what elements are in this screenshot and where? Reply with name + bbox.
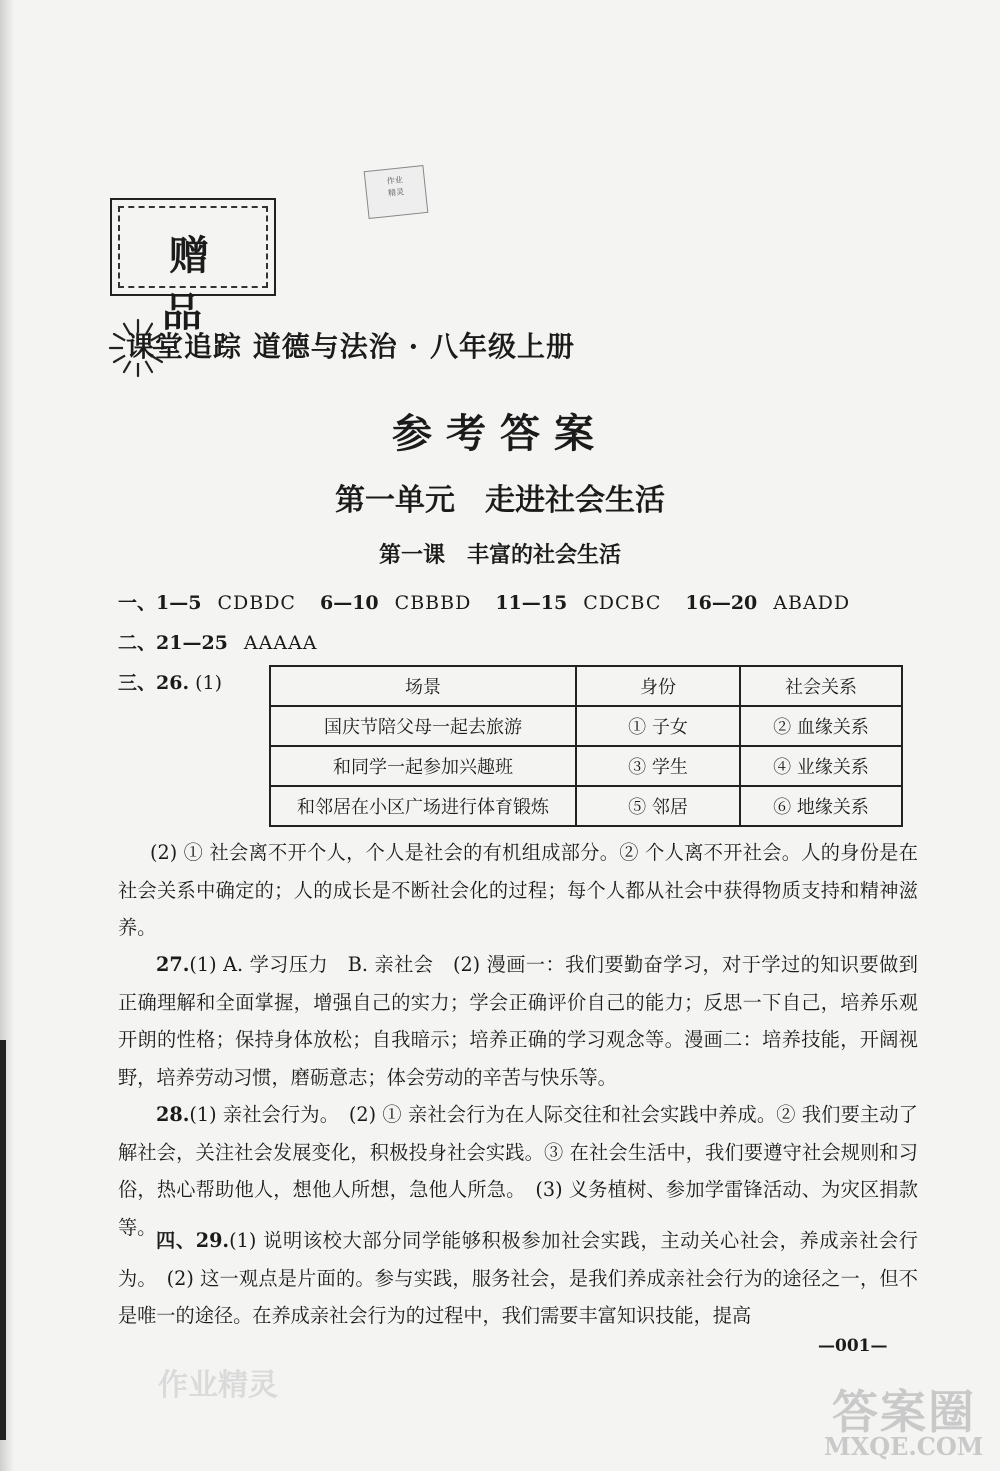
gift-label: 赠 品	[162, 232, 231, 336]
answer-line-part2	[118, 628, 342, 655]
table-row	[270, 786, 902, 826]
answer-letters: CDCBC	[583, 592, 662, 614]
answer-line-part3	[118, 668, 222, 695]
table-cell: 和同学一起参加兴趣班	[270, 746, 576, 786]
table-header-cell: 社会关系	[740, 666, 902, 706]
table-cell: ① 子女	[576, 706, 740, 746]
answer-range: 16—20	[685, 592, 758, 614]
watermark-site-url: MXQE.COM	[824, 1432, 984, 1461]
answer-letters: AAAAA	[243, 632, 318, 654]
answer-range: 11—15	[495, 592, 568, 614]
stamp-text: 作业 精灵	[386, 175, 405, 198]
table-cell: ⑤ 邻居	[576, 786, 740, 826]
question-number: 27.	[156, 953, 190, 976]
answer-range: 21—25	[156, 632, 228, 654]
table-cell: 和邻居在小区广场进行体育锻炼	[270, 786, 576, 826]
book-title: 课堂追踪 道德与法治 · 八年级上册	[126, 330, 575, 363]
table-cell: 国庆节陪父母一起去旅游	[270, 706, 576, 746]
part-label: 三、26.	[118, 672, 190, 694]
part-label: 二、	[118, 632, 157, 654]
answer-text: (1) 说明该校大部分同学能够积极参加社会实践，主动关心社会，养成亲社会行为。 (2) 这一观点是片面的。参与实践，服务社会，是我们养成亲社会行为的途径之一，但不是唯一的途径。在养成亲社会行为的过程中，我们需要丰富知识技能，提高	[118, 1229, 918, 1327]
answer-29	[118, 1222, 918, 1335]
table-row	[270, 746, 902, 786]
answer-letters: ABADD	[773, 592, 851, 614]
table-row	[270, 706, 902, 746]
answer-letters: CBBBD	[394, 592, 472, 614]
answer-letters: CDBDC	[217, 592, 296, 614]
stamp-logo	[364, 165, 429, 219]
table-cell: ④ 业缘关系	[740, 746, 902, 786]
table-cell: ③ 学生	[576, 746, 740, 786]
table-cell: ⑥ 地缘关系	[740, 786, 902, 826]
table-cell: ② 血缘关系	[740, 706, 902, 746]
lesson-title: 第一课 丰富的社会生活	[378, 543, 621, 568]
answer-range: 6—10	[319, 592, 379, 614]
watermark-logo: 作业精灵	[158, 1368, 278, 1403]
answer-text: (1) A. 学习压力 B. 亲社会 (2) 漫画一：我们要勤奋学习，对于学过的知识要做到正确理解和全面掌握，增强自己的实力；学会正确评价自己的能力；反思一下自己，培养乐观开朗的性格；保持身体放松；自我暗示；培养正确的学习观念等。漫画二：培养技能，开阔视野，培养劳动习惯，磨砺意志；体会劳动的辛苦与快乐等。	[118, 953, 918, 1089]
table-header-cell: 场景	[270, 666, 576, 706]
answer-26-2	[118, 834, 918, 947]
table-header-cell: 身份	[576, 666, 740, 706]
watermark-site-logo: 答案圈	[832, 1385, 976, 1439]
answer-27	[118, 946, 918, 1096]
answer-text: (2) ① 社会离不开个人，个人是社会的有机组成部分。② 个人离不开社会。人的身份是在社会关系中确定的；人的成长是不断社会化的过程；每个人都从社会中获得物质支持和精神滋养。	[118, 841, 918, 939]
page-number: —001—	[818, 1336, 888, 1356]
answer-range: 1—5	[156, 592, 202, 614]
question-number: 四、29.	[156, 1229, 230, 1252]
unit-title: 第一单元 走进社会生活	[335, 483, 665, 518]
answer-text: (1) 亲社会行为。 (2) ① 亲社会行为在人际交往和社会实践中养成。② 我们要主动了解社会，关注社会发展变化，积极投身社会实践。③ 在社会生活中，我们要遵守社会规则和习俗，热心帮助他人，想他人所想，急他人所急。 (3) 义务植树、参加学雷锋活动、为灾区捐款等。	[118, 1103, 918, 1239]
sub-question-label: (1)	[195, 672, 222, 694]
scene-table	[269, 665, 903, 827]
question-number: 28.	[156, 1103, 190, 1126]
part-label: 一、	[118, 592, 157, 614]
table-header-row	[270, 666, 902, 706]
gift-box	[110, 198, 276, 336]
page-title: 参考答案	[392, 410, 608, 457]
scan-edge-bar	[0, 1040, 6, 1440]
answer-line-part1	[118, 588, 874, 615]
